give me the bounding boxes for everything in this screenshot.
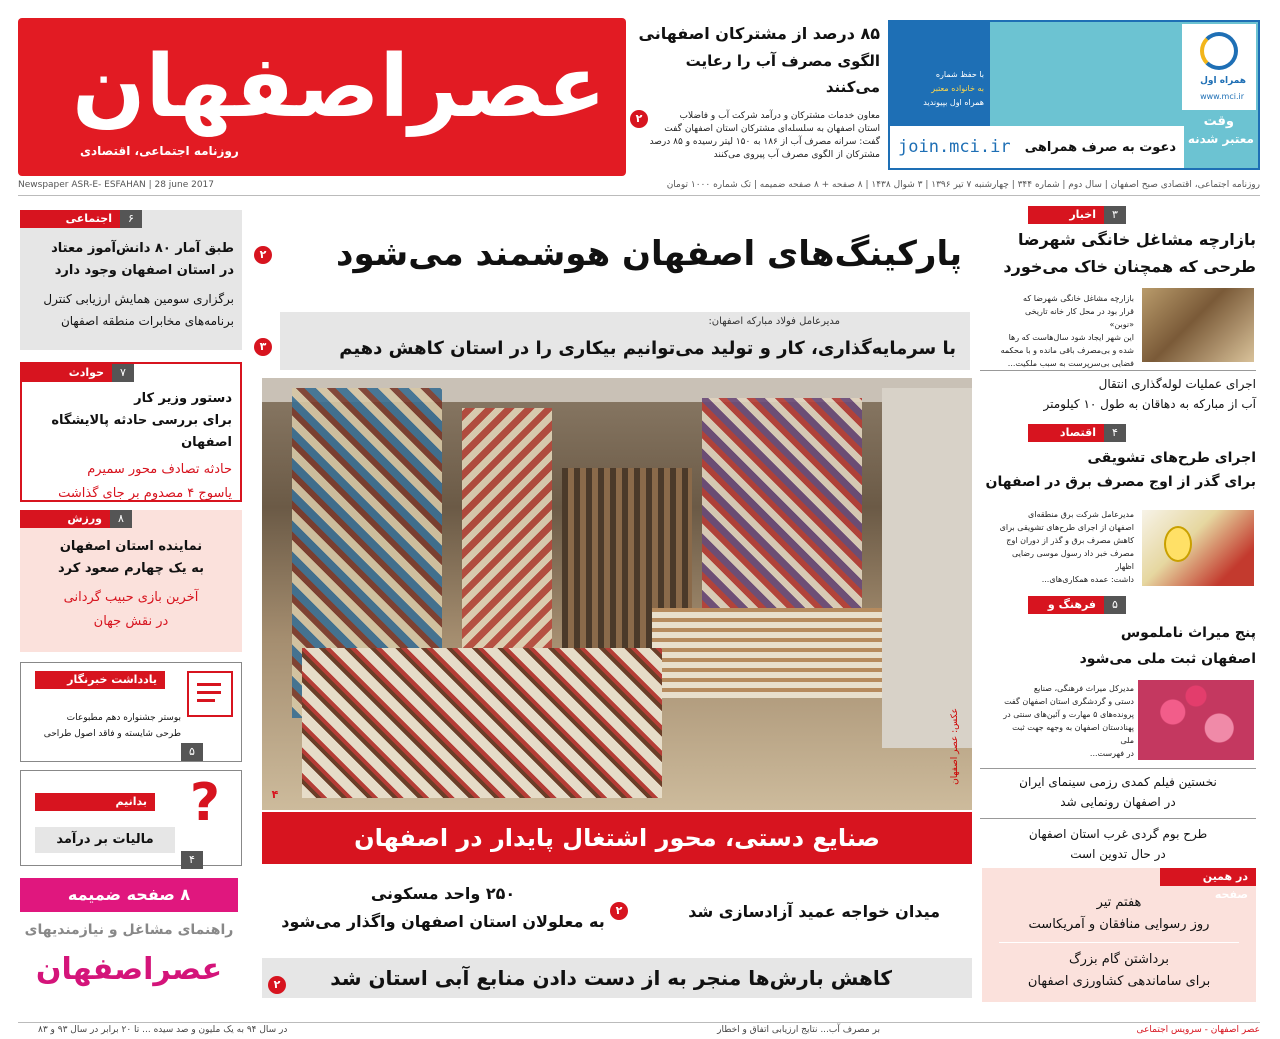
ad-logo-area: [1182, 24, 1256, 110]
bottom-banner-box[interactable]: [262, 958, 972, 998]
bottom-banner-page-badge: ۲: [268, 976, 286, 994]
footer-left: در سال ۹۴ به یک ملیون و صد سیده ... تا ۲۰ برابر در سال ۹۳ و ۸۳: [38, 1025, 288, 1035]
culture-divider-2: [980, 818, 1256, 819]
ad-left-panel: [890, 22, 990, 126]
story-b[interactable]: میدان خواجه عمید آزادسازی شد: [688, 902, 940, 921]
culture-item-3: طرح بوم گردی غرب استان اصفهان: [1028, 827, 1208, 841]
supplement-brand: عصراصفهان: [35, 952, 223, 987]
masthead-logo-box: [18, 18, 626, 176]
issue-line: [18, 180, 1260, 196]
top-story-page-badge: ۲: [630, 110, 648, 128]
in-page-divider: [999, 942, 1239, 943]
ad-site: www.mci.ir: [1200, 92, 1244, 101]
main-headline[interactable]: پارکینگ‌های اصفهان هوشمند می‌شود: [336, 234, 962, 274]
top-story-body-1: معاون خدمات مشترکان و درآمد شرکت آب و فاضلاب: [679, 111, 880, 121]
ad-slogan: دعوت به صرف همراهی: [1024, 139, 1176, 155]
footer: [18, 1022, 1260, 1038]
sport-red-1: آخرین بازی حبیب گردانی: [63, 590, 199, 605]
news-num: ۳: [1104, 206, 1126, 224]
footer-right: عصر اصفهان - سرویس اجتماعی: [1136, 1025, 1260, 1035]
sport-box[interactable]: [20, 510, 242, 652]
note-num: ۵: [181, 743, 203, 761]
news-label: اخبار: [1028, 206, 1104, 224]
story-a-title-2: به معلولان استان اصفهان واگذار می‌شود: [281, 912, 605, 931]
handicraft-photo: [262, 378, 972, 810]
culture-title-2: اصفهان ثبت ملی می‌شود: [1079, 651, 1256, 667]
bedanim-title: مالیات بر درآمد: [35, 827, 175, 853]
note-line-1: بوستر جشنواره دهم مطبوعات: [66, 713, 181, 723]
incidents-title-1: دستور وزیر کار: [134, 391, 232, 406]
economy-body-5: داشت: عمده همکاری‌های...: [1041, 575, 1134, 584]
news-photo: [1142, 288, 1254, 362]
economy-num: ۴: [1104, 424, 1126, 442]
economy-title-1: اجرای طرح‌های تشویقی: [1087, 450, 1256, 466]
culture-photo: [1138, 680, 1254, 760]
bottom-banner-text: کاهش بارش‌ها منجر به از دست دادن منابع آبی استان شد: [330, 966, 892, 990]
news-item-1: اجرای عملیات لوله‌گذاری انتقال: [1098, 377, 1256, 391]
news-body-5: فضایی بی‌سرپرست به سبب ملکیت...: [1007, 359, 1134, 368]
ad-banner[interactable]: [888, 20, 1260, 170]
top-story-title-2: الگوی مصرف آب را رعایت می‌کنند: [685, 52, 880, 96]
ad-brand: همراه اول: [1200, 76, 1246, 86]
incidents-box[interactable]: [20, 362, 242, 502]
news-item[interactable]: [980, 374, 1256, 414]
culture-body-3: پرونده‌های ۵ مهارت و آئین‌های سنتی در: [1003, 710, 1134, 719]
note-line-2: طرحی شایسته و فاقد اصول طراحی: [43, 729, 181, 739]
culture-title-1: پنج میراث ناملموس: [1120, 625, 1256, 641]
story-a[interactable]: [280, 880, 606, 940]
supplement-label[interactable]: ۸ صفحه ضمیمه: [20, 878, 238, 912]
in-page-t1-1: هفتم تیر: [1096, 895, 1142, 910]
sport-label: ورزش: [20, 510, 110, 528]
in-page-t1-2: روز رسوایی منافقان و آمریکاست: [1028, 917, 1210, 932]
ad-side-text-2: معتبر شدنه: [1187, 132, 1254, 146]
ad-side-text-1: وقت: [1203, 114, 1234, 129]
ad-small-2: به خانواده معتبر: [931, 84, 984, 93]
culture-item-a[interactable]: [980, 772, 1256, 812]
news-title-2: طرحی که همچنان خاک می‌خورد: [1003, 257, 1256, 276]
culture-body-1: مدیرکل میراث فرهنگی، صنایع: [1033, 684, 1134, 693]
culture-item-1: نخستین فیلم کمدی رزمی سینمای ایران: [1019, 775, 1217, 789]
economy-body: [998, 508, 1134, 586]
social-title-1: طبق آمار ۸۰ دانش‌آموز معتاد: [51, 241, 234, 256]
note-box[interactable]: [20, 662, 242, 762]
culture-body-4: پهنادستان اصفهان به وجهه جهت ثبت ملی: [1012, 723, 1134, 745]
social-title-2: در استان اصفهان وجود دارد: [54, 263, 234, 278]
news-body-1: بازارچه مشاغل خانگی شهرضا که: [1023, 294, 1134, 303]
culture-item-2: در اصفهان رونمایی شد: [1060, 795, 1176, 809]
news-item-2: آب از مبارکه به دهاقان به طول ۱۰ کیلومتر: [1043, 397, 1256, 411]
economy-body-3: کاهش مصرف برق و گذر از دوران اوج: [1006, 536, 1134, 545]
issue-line-left: Newspaper ASR-E- ESFAHAN | 28 june 2017: [18, 180, 215, 190]
news-title-1: بازارچه مشاغل خانگی شهرضا: [1017, 230, 1256, 249]
culture-label: فرهنگ و هنر: [1028, 596, 1104, 614]
economy-photo: [1142, 510, 1254, 586]
top-story-body-3: گفت: سرانه مصرف آب از ۱۸۶ به ۱۵۰ لیتر رسیده و ۸۵ درصد: [649, 137, 880, 147]
top-story[interactable]: [630, 20, 880, 170]
top-story-body-4: مشترکان از الگوی مصرف آب پیروی می‌کنند: [713, 150, 880, 160]
culture-story[interactable]: [980, 620, 1256, 672]
news-body-2: قرار بود در محل کار خانه تاریخی «نوبن»: [1024, 307, 1134, 329]
incidents-label: حوادث: [22, 364, 112, 382]
economy-title-2: برای گذر از اوج مصرف برق در اصفهان: [985, 474, 1256, 490]
ad-url[interactable]: join.mci.ir: [898, 137, 1011, 157]
in-page-t2-2: برای ساماندهی کشاورزی اصفهان: [1027, 974, 1211, 989]
ad-small-1: با حفظ شماره: [935, 70, 984, 79]
incidents-title-2: برای بررسی حادثه پالایشگاه اصفهان: [51, 413, 232, 450]
sport-red-2: در نقش جهان: [93, 614, 169, 629]
supplement-guide: راهنمای مشاغل و نیازمندیهای: [24, 922, 234, 938]
social-sub-2: برنامه‌های مخابرات منطقه اصفهان: [60, 314, 234, 328]
sport-num: ۸: [110, 510, 132, 528]
photo-page-badge: ۴: [271, 788, 279, 801]
sport-title-2: به یک چهارم صعود کرد: [58, 561, 204, 576]
masthead-tagline: روزنامه اجتماعی، اقتصادی: [80, 144, 239, 158]
culture-num: ۵: [1104, 596, 1126, 614]
photo-caption-banner[interactable]: صنایع دستی، محور اشتغال پایدار در اصفهان: [262, 812, 972, 864]
ad-url-bar[interactable]: [890, 126, 1184, 168]
bedanim-num: ۴: [181, 851, 203, 869]
culture-item-4: در حال تدوین است: [1070, 847, 1166, 861]
sub-story-page-badge: ۳: [254, 338, 272, 356]
sub-story-kicker: مدیرعامل فولاد مبارکه اصفهان:: [708, 316, 840, 327]
masthead-logo-text: عصراصفهان: [72, 37, 606, 137]
lightbulb-icon: [1164, 526, 1192, 562]
photo-credit: عکس: عصر اصفهان: [950, 708, 960, 785]
in-page-label: در همین صفحه: [1160, 868, 1256, 886]
note-document-icon: [187, 671, 233, 717]
in-page-t2-1: برداشتن گام بزرگ: [1068, 952, 1170, 967]
bedanim-box[interactable]: [20, 770, 242, 866]
headline-page-badge: ۲: [254, 246, 272, 264]
social-sub-1: برگزاری سومین همایش ارزیابی کنترل: [43, 292, 234, 306]
incidents-red-2: یاسوج ۴ مصدوم بر جای گذاشت: [58, 486, 232, 501]
ad-small-3: همراه اول بپیوندید: [923, 98, 984, 107]
story-a-page-badge: ۲: [610, 902, 628, 920]
culture-body: [998, 682, 1134, 760]
social-box[interactable]: [20, 210, 242, 350]
economy-label: اقتصاد: [1028, 424, 1104, 442]
economy-body-4: مصرف خبر داد رسول موسی رضایی اظهار: [1011, 549, 1134, 571]
news-story[interactable]: [980, 226, 1256, 280]
story-a-title-1: ۲۵۰ واحد مسکونی: [370, 884, 516, 903]
economy-body-1: مدیرعامل شرکت برق منطقه‌ای: [1027, 510, 1134, 519]
social-num: ۶: [120, 210, 142, 228]
culture-divider-1: [980, 768, 1256, 769]
note-label: یادداشت خبرنگار: [35, 671, 165, 689]
incidents-red-1: حادثه تصادف محور سمیرم: [87, 462, 232, 477]
sport-title-1: نماینده استان اصفهان: [59, 539, 203, 554]
bedanim-label: بدانیم: [35, 793, 155, 811]
incidents-num: ۷: [112, 364, 134, 382]
news-body: [998, 292, 1134, 370]
news-body-4: شده و بی‌مصرف باقی مانده و با محکمه: [1000, 346, 1134, 355]
economy-body-2: اصفهان از اجرای طرح‌های تشویقی برای: [999, 523, 1134, 532]
culture-body-2: دستی و گردشگری استان اصفهان گفت: [1004, 697, 1134, 706]
culture-body-5: در فهرست...: [1089, 749, 1134, 758]
top-story-body-2: استان اصفهان به سلسله‌ای مشترکان استان اصفهان گفت: [664, 124, 880, 134]
sub-story-title: با سرمایه‌گذاری، کار و تولید می‌توانیم بیکاری را در استان کاهش دهیم: [339, 338, 956, 359]
footer-mid: بر مصرف آب... نتایج ارزیابی اتفاق و اخطار: [717, 1025, 880, 1035]
economy-story[interactable]: [980, 446, 1256, 494]
social-label: اجتماعی: [20, 210, 120, 228]
culture-item-b[interactable]: [980, 824, 1256, 864]
mci-brand-icon: [1200, 32, 1238, 70]
question-icon: ?: [189, 773, 221, 833]
sub-story-box[interactable]: [280, 312, 970, 370]
top-story-title-1: ۸۵ درصد از مشترکان اصفهانی: [638, 24, 880, 43]
issue-line-right: روزنامه اجتماعی، اقتصادی صبح اصفهان | سال دوم | شماره ۳۴۴ | چهارشنبه ۷ تیر ۱۳۹۶ | ۳ شوال ۱۴۳۸ | ۸ صفحه + ۸ صفحه ضمیمه | تک شماره ۱۰۰۰ تومان: [666, 180, 1260, 190]
news-divider: [980, 370, 1256, 371]
in-page-box[interactable]: [982, 868, 1256, 1002]
news-body-3: این شهر ایجاد شود سال‌هاست که رها: [1008, 333, 1134, 342]
